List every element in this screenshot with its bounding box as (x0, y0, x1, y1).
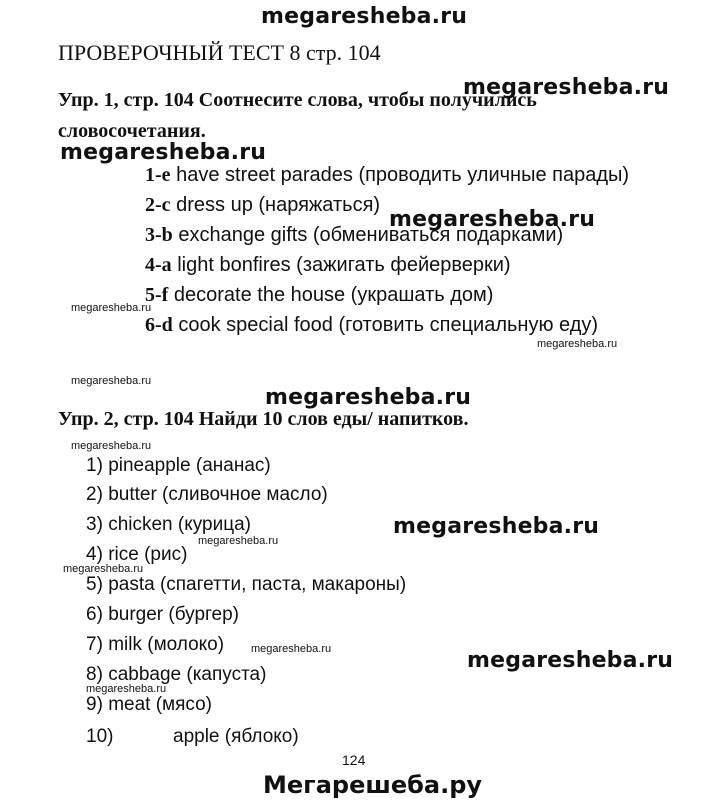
exercise1-heading-line2: словосочетания. (58, 120, 206, 142)
food-item (86, 634, 224, 656)
watermark: megaresheba.ru (393, 514, 600, 539)
watermark-small: megaresheba.ru (251, 643, 332, 655)
watermark: megaresheba.ru (463, 75, 670, 100)
food-item-num: 5) (86, 574, 103, 595)
food-item-text: meat (мясо) (108, 694, 212, 715)
food-item-num: 2) (86, 484, 103, 505)
watermark: megaresheba.ru (265, 385, 472, 410)
watermark-small: megaresheba.ru (86, 683, 167, 695)
match-pair (145, 314, 598, 337)
exercise1-heading-line1: Упр. 1, стр. 104 Соотнесите слова, чтобы получились (58, 89, 537, 111)
food-item-text: rice (рис) (108, 544, 188, 565)
watermark: megaresheba.ru (389, 207, 596, 232)
food-item-text: pineapple (ананас) (108, 455, 271, 476)
watermark-top: megaresheba.ru (261, 4, 468, 29)
test-title: ПРОВЕРОЧНЫЙ ТЕСТ 8 стр. 104 (58, 40, 381, 65)
watermark-small: megaresheba.ru (63, 563, 144, 575)
footer-brand: Мегарешеба.ру (263, 771, 483, 799)
match-code: 6-d (145, 314, 173, 336)
match-pair (145, 254, 511, 277)
food-item-num: 10) (86, 726, 114, 747)
watermark-small: megaresheba.ru (71, 302, 152, 314)
food-item-num: 3) (86, 514, 103, 535)
food-item (86, 455, 271, 477)
match-code: 3-b (145, 224, 173, 246)
food-item-text: cabbage (капуста) (108, 664, 267, 685)
match-text: light bonfires (зажигать фейерверки) (171, 254, 511, 276)
match-pair (145, 164, 629, 187)
match-pair (145, 224, 563, 247)
food-item-num: 4) (86, 544, 103, 565)
food-item-num: 6) (86, 604, 103, 625)
food-item-num: 8) (86, 664, 103, 685)
match-code: 4-a (145, 254, 172, 276)
food-item-text: apple (яблоко) (173, 726, 299, 747)
watermark-small: megaresheba.ru (537, 338, 618, 350)
watermark-small: megaresheba.ru (198, 535, 279, 547)
food-item-text: burger (бургер) (108, 604, 240, 625)
match-text: decorate the house (украшать дом) (168, 284, 494, 306)
food-item (86, 484, 328, 506)
food-item-num: 9) (86, 694, 103, 715)
exercise2-heading: Упр. 2, стр. 104 Найди 10 слов еды/ напитков. (58, 408, 469, 430)
watermark: megaresheba.ru (60, 140, 267, 165)
match-pair (145, 194, 380, 217)
match-code: 1-e (145, 164, 171, 186)
match-pair (145, 284, 493, 307)
food-item-text: chicken (курица) (108, 514, 251, 535)
food-item-text: milk (молоко) (108, 634, 225, 655)
watermark-small: megaresheba.ru (71, 440, 152, 452)
page-number: 124 (342, 752, 366, 768)
food-item (86, 544, 187, 566)
food-item-text: butter (сливочное масло) (108, 484, 328, 505)
match-text: dress up (наряжаться) (170, 194, 381, 216)
food-item (86, 604, 239, 626)
food-item (86, 574, 406, 596)
match-text: cook special food (готовить специальную еду) (172, 314, 599, 336)
food-item-num: 7) (86, 634, 103, 655)
food-item-text: pasta (спагетти, паста, макароны) (108, 574, 407, 595)
food-item (86, 664, 266, 686)
watermark: megaresheba.ru (467, 648, 674, 673)
match-code: 2-c (145, 194, 171, 216)
food-item-num: 1) (86, 455, 103, 476)
match-code: 5-f (145, 284, 169, 306)
match-text: exchange gifts (обмениваться подарками) (172, 224, 564, 246)
food-item (86, 514, 251, 536)
food-item (86, 694, 212, 716)
food-item (86, 726, 113, 748)
match-text: have street parades (проводить уличные парады) (170, 164, 630, 186)
watermark-small: megaresheba.ru (71, 375, 152, 387)
